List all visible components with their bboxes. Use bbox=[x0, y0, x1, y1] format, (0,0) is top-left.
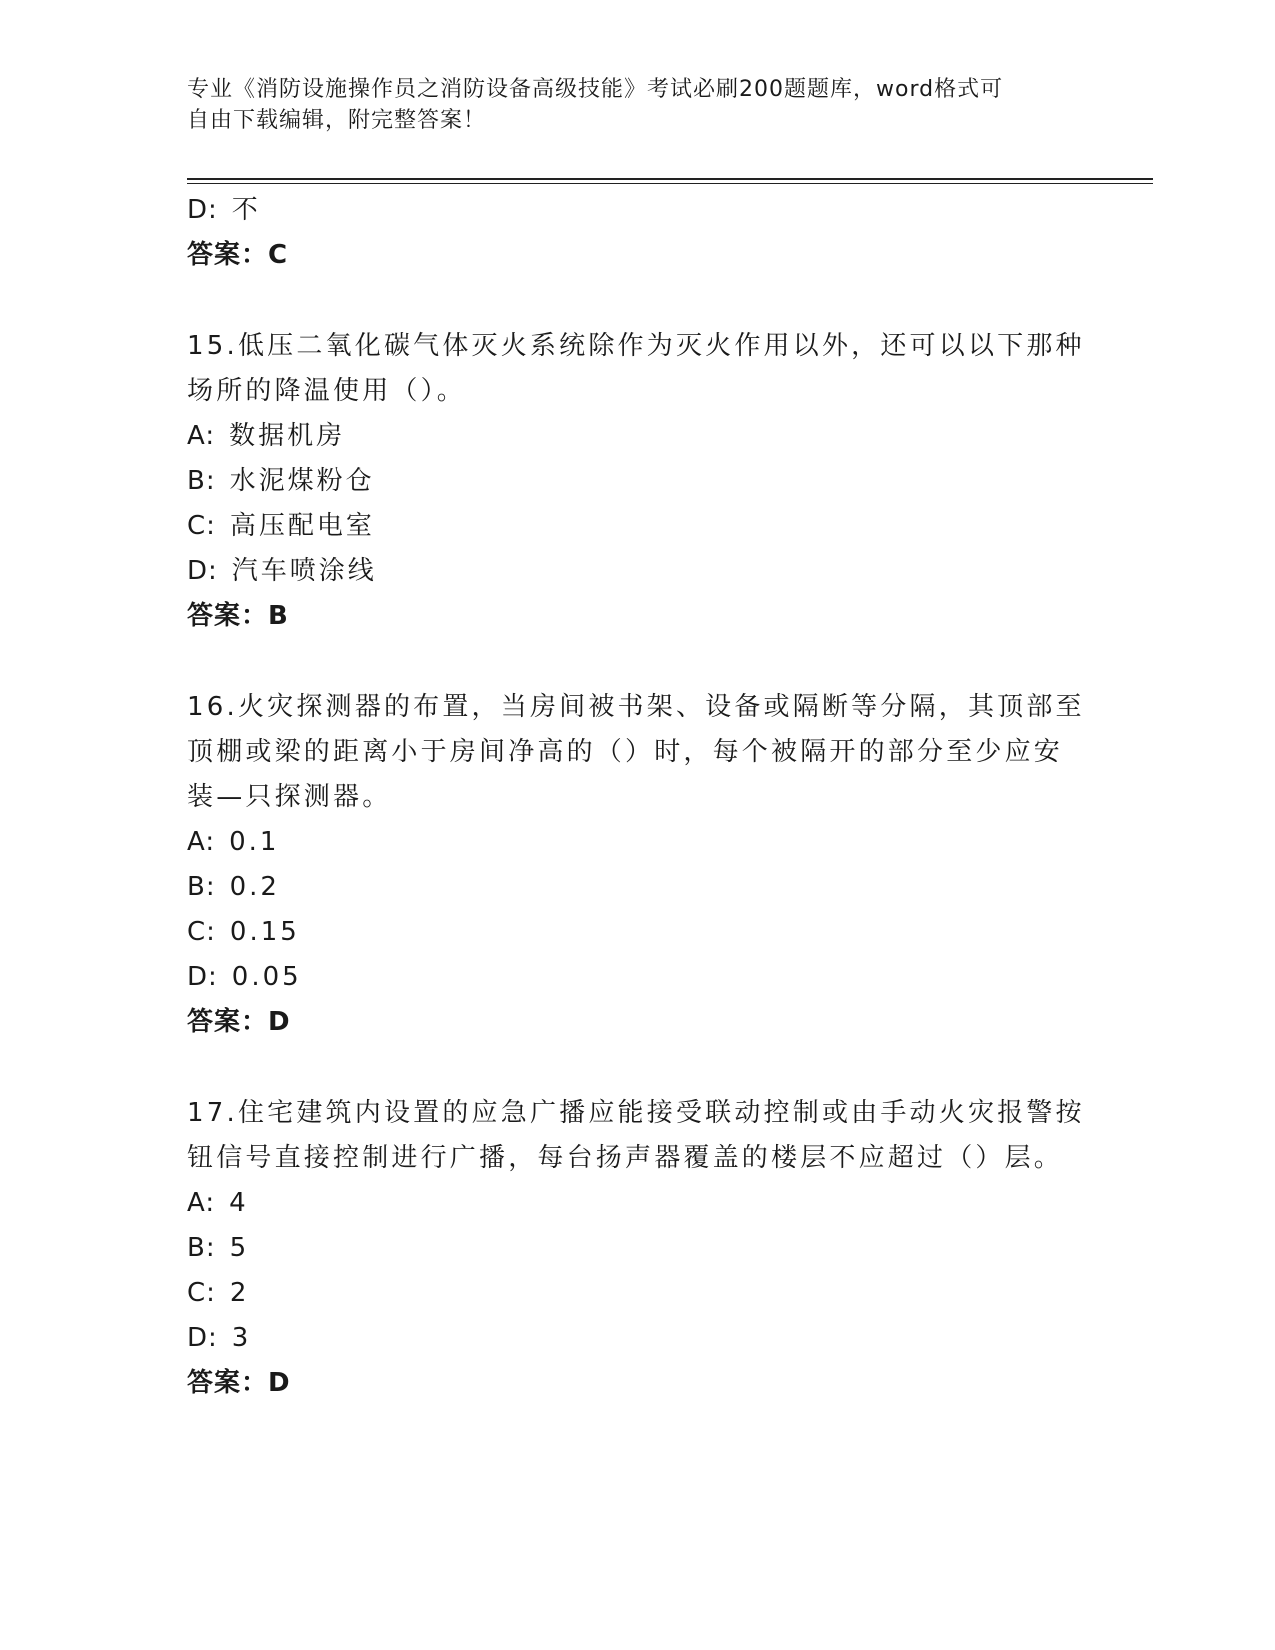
spacer bbox=[187, 1045, 1087, 1091]
option-label: D: bbox=[187, 195, 218, 225]
option-value: 0.1 bbox=[229, 827, 280, 857]
question-text-line: 装—只探测器。 bbox=[187, 782, 392, 812]
option-label: A: bbox=[187, 421, 216, 451]
question-text-line: 15.低压二氧化碳气体灭火系统除作为灭火作用以外，还可以以下那种 bbox=[187, 331, 1085, 361]
option-label: B: bbox=[187, 872, 216, 902]
answer: 答案：D bbox=[187, 1368, 291, 1398]
document-header bbox=[187, 74, 1067, 136]
option-label: D: bbox=[187, 556, 218, 586]
option-label: B: bbox=[187, 466, 216, 496]
question-text-line: 16.火灾探测器的布置，当房间被书架、设备或隔断等分隔，其顶部至 bbox=[187, 692, 1085, 722]
option-a bbox=[187, 1181, 1087, 1226]
option-label: C: bbox=[187, 1278, 216, 1308]
question-15 bbox=[187, 324, 1087, 414]
option-value: 0.15 bbox=[229, 917, 300, 947]
header-divider-thick bbox=[187, 178, 1153, 180]
option-value: 汽车喷涂线 bbox=[231, 556, 377, 586]
option-value: 0.05 bbox=[231, 962, 302, 992]
option-value: 5 bbox=[229, 1233, 250, 1263]
option-a bbox=[187, 414, 1087, 459]
answer: 答案：D bbox=[187, 1007, 291, 1037]
question-text-line: 顶棚或梁的距离小于房间净高的（）时，每个被隔开的部分至少应安 bbox=[187, 737, 1064, 767]
option-value: 3 bbox=[231, 1323, 252, 1353]
option-value: 高压配电室 bbox=[229, 511, 375, 541]
option-label: C: bbox=[187, 511, 216, 541]
option-d bbox=[187, 1316, 1087, 1361]
option-d bbox=[187, 955, 1087, 1000]
document-body bbox=[187, 188, 1087, 1406]
option-value: 4 bbox=[229, 1188, 249, 1218]
header-divider-thin bbox=[187, 183, 1153, 184]
option-d bbox=[187, 549, 1087, 594]
question-17 bbox=[187, 1091, 1087, 1181]
option-label: A: bbox=[187, 1188, 216, 1218]
option-value: 2 bbox=[229, 1278, 250, 1308]
option-label: A: bbox=[187, 827, 216, 857]
option-b bbox=[187, 865, 1087, 910]
option-c bbox=[187, 910, 1087, 955]
option-label: D: bbox=[187, 1323, 218, 1353]
option-b bbox=[187, 459, 1087, 504]
option-value: 数据机房 bbox=[229, 421, 346, 451]
answer: 答案：B bbox=[187, 601, 289, 631]
option-c bbox=[187, 504, 1087, 549]
option-label: C: bbox=[187, 917, 216, 947]
carryover-option-d bbox=[187, 188, 1087, 233]
option-value: 不 bbox=[231, 195, 261, 225]
option-a bbox=[187, 820, 1087, 865]
spacer bbox=[187, 639, 1087, 685]
question-text-line: 场所的降温使用（）。 bbox=[187, 376, 467, 406]
question-text-line: 钮信号直接控制进行广播，每台扬声器覆盖的楼层不应超过（）层。 bbox=[187, 1143, 1064, 1173]
option-label: B: bbox=[187, 1233, 216, 1263]
question-16 bbox=[187, 685, 1087, 820]
option-b bbox=[187, 1226, 1087, 1271]
option-label: D: bbox=[187, 962, 218, 992]
question-text-line: 17.住宅建筑内设置的应急广播应能接受联动控制或由手动火灾报警按 bbox=[187, 1098, 1085, 1128]
header-line-1: 专业《消防设施操作员之消防设备高级技能》考试必刷200题题库，word格式可 bbox=[187, 77, 1004, 102]
carryover-answer: 答案：C bbox=[187, 240, 289, 270]
spacer bbox=[187, 278, 1087, 324]
header-line-2: 自由下载编辑，附完整答案！ bbox=[187, 108, 487, 133]
option-value: 水泥煤粉仓 bbox=[229, 466, 375, 496]
option-value: 0.2 bbox=[229, 872, 280, 902]
option-c bbox=[187, 1271, 1087, 1316]
